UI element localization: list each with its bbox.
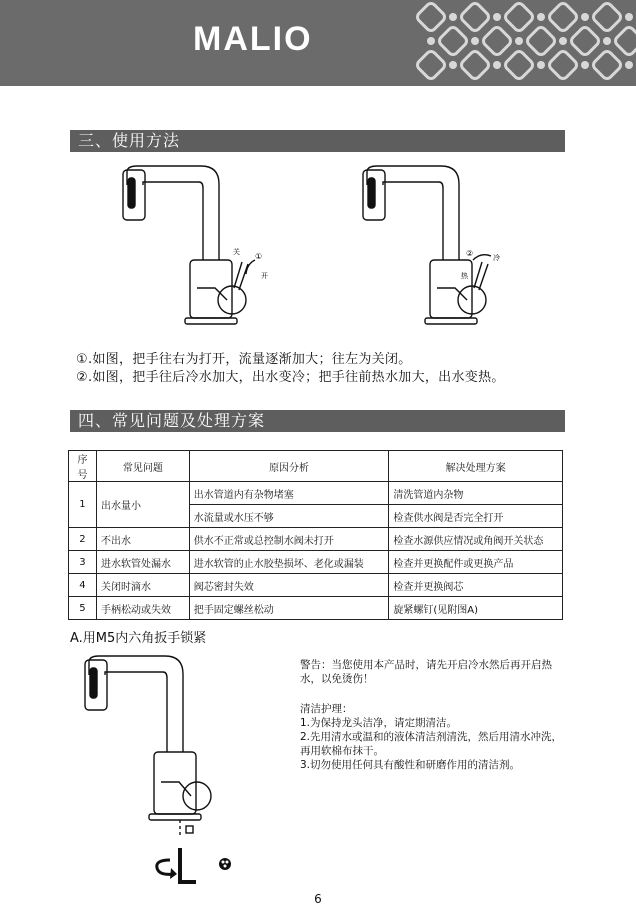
row-cause: 水流量或水压不够 bbox=[189, 505, 389, 528]
label-marker-1: ① bbox=[255, 252, 263, 261]
usage-instruction-1: ①.如图，把手往右为打开，流量逐渐加大；往左为关闭。 bbox=[76, 352, 412, 367]
row-cause: 阀芯密封失效 bbox=[189, 574, 389, 597]
header-cause: 原因分析 bbox=[189, 451, 389, 482]
label-cold: 冷 bbox=[493, 254, 500, 262]
row-problem: 出水量小 bbox=[96, 482, 189, 528]
figure-a-title: A.用M5内六角扳手锁紧 bbox=[70, 631, 207, 646]
faq-table bbox=[68, 450, 563, 620]
table-row bbox=[69, 574, 563, 597]
label-hot: 热 bbox=[461, 272, 468, 280]
row-solution: 检查供水阀是否完全打开 bbox=[389, 505, 563, 528]
row-problem: 进水软管处漏水 bbox=[96, 551, 189, 574]
row-num: 2 bbox=[69, 528, 97, 551]
brand-logo: MALIO bbox=[193, 20, 313, 58]
page-number: 6 bbox=[314, 892, 322, 906]
row-solution: 检查并更换阀芯 bbox=[389, 574, 563, 597]
table-row bbox=[69, 551, 563, 574]
decorative-pattern bbox=[414, 0, 636, 86]
table-row bbox=[69, 597, 563, 620]
row-cause: 供水不正常或总控制水阀未打开 bbox=[189, 528, 389, 551]
row-num: 1 bbox=[69, 482, 97, 528]
care-item-2: 2.先用清水或温和的液体清洁剂清洗，然后用清水冲洗，再用软棉布抹干。 bbox=[300, 731, 563, 757]
row-problem: 关闭时滴水 bbox=[96, 574, 189, 597]
row-problem: 不出水 bbox=[96, 528, 189, 551]
header-problem: 常见问题 bbox=[96, 451, 189, 482]
label-marker-2: ② bbox=[466, 249, 474, 258]
label-open: 开 bbox=[261, 272, 268, 280]
row-num: 3 bbox=[69, 551, 97, 574]
header-solution: 解决处理方案 bbox=[389, 451, 563, 482]
table-row bbox=[69, 528, 563, 551]
row-solution: 清洗管道内杂物 bbox=[389, 482, 563, 505]
header-num: 序号 bbox=[69, 451, 97, 482]
row-solution: 旋紧螺钉(见附图A) bbox=[389, 597, 563, 620]
page-header bbox=[0, 0, 636, 86]
row-cause: 把手固定螺丝松动 bbox=[189, 597, 389, 620]
faucet-illustration-1 bbox=[115, 160, 295, 335]
table-header-row bbox=[69, 451, 563, 482]
warning-text: 警告：当您使用本产品时，请先开启冷水然后再开启热水，以免烫伤！ bbox=[300, 659, 552, 685]
row-problem: 手柄松动或失效 bbox=[96, 597, 189, 620]
row-cause: 进水软管的止水胶垫损坏、老化或漏装 bbox=[189, 551, 389, 574]
faucet-illustration-a bbox=[75, 650, 250, 890]
faucet-illustration-2 bbox=[355, 160, 535, 335]
row-cause: 出水管道内有杂物堵塞 bbox=[189, 482, 389, 505]
row-solution: 检查并更换配件或更换产品 bbox=[389, 551, 563, 574]
table-row bbox=[69, 482, 563, 505]
row-num: 5 bbox=[69, 597, 97, 620]
row-num: 4 bbox=[69, 574, 97, 597]
section-title-faq: 四、常见问题及处理方案 bbox=[70, 410, 565, 432]
label-close: 关 bbox=[233, 248, 240, 256]
row-solution: 检查水源供应情况或角阀开关状态 bbox=[389, 528, 563, 551]
care-item-3: 3.切勿使用任何具有酸性和研磨作用的清洁剂。 bbox=[300, 759, 521, 771]
usage-instruction-2: ②.如图，把手往后冷水加大，出水变冷；把手往前热水加大，出水变热。 bbox=[76, 370, 505, 385]
care-title: 清洁护理： bbox=[300, 703, 353, 715]
section-title-usage: 三、使用方法 bbox=[70, 130, 565, 152]
care-item-1: 1.为保持龙头洁净，请定期清洁。 bbox=[300, 717, 458, 729]
